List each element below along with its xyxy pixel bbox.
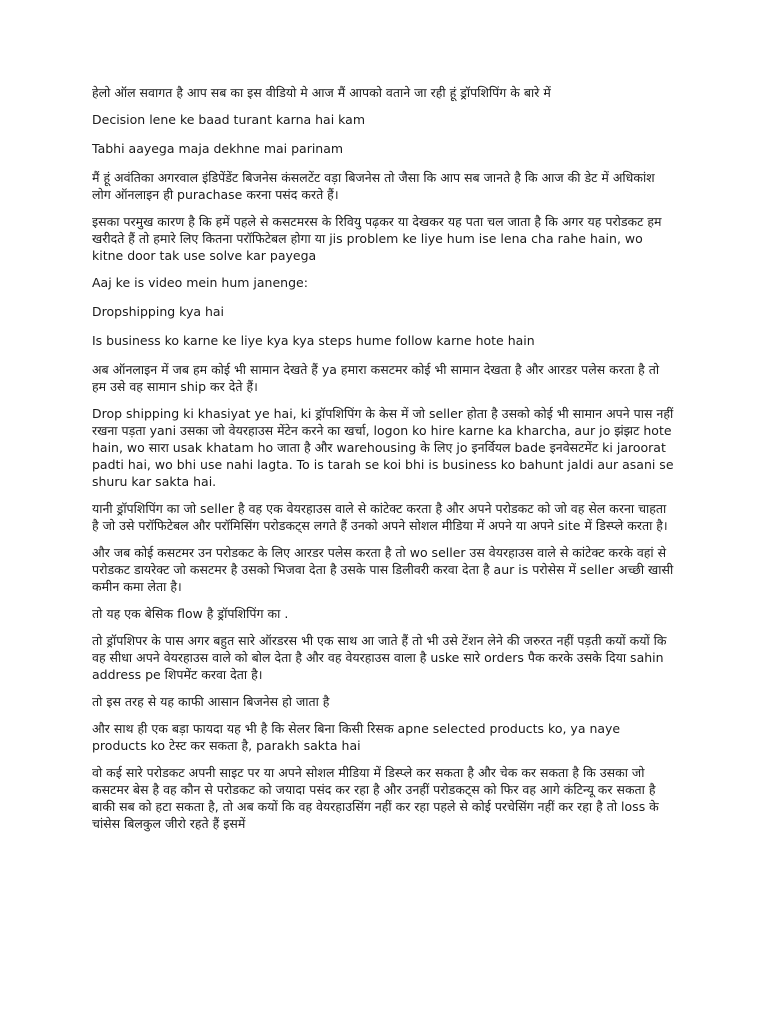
document-page [92, 84, 674, 842]
agenda-item-1: Dropshipping kya hai [92, 304, 225, 319]
product-testing-paragraph: वो कई सारे परोडकट अपनी साइट पर या अपने सोशल मीडिया में डिस्प्ले कर सकता है और चेक कर सकता है कि उसका जो कसटमर बेस है वह कौन से परोडकट को जयादा पसंद कर रहा है और उनहीं परोडकट्स को फिर वह आगे कंटिन्यू कर सकता है बाकी सब को हटा सकता है, तो अब कयों कि वह वेयरहाउसिंग नहीं कर रहा पहले से कोई परचेसिंग नहीं कर रहा है तो loss के चांसेस बिलकुल जीरो रहते हैं इसमें [92, 765, 659, 831]
online-shopping-paragraph: अब ऑनलाइन में जब हम कोई भी सामान देखते हैं ya हमारा कसटमर कोई भी सामान देखता है और आरडर पलेस करता है तो हम उसे वह सामान ship कर देते हैं। [92, 362, 660, 394]
advantage-paragraph: और साथ ही एक बड़ा फायदा यह भी है कि सेलर बिना किसी रिसक apne selected products ko, ya naye products ko टेस्ट कर सकता है, parakh sakta hai [92, 721, 621, 753]
quote-line-1: Decision lene ke baad turant karna hai kam [92, 112, 366, 127]
quote-line-2: Tabhi aayega maja dekhne mai parinam [92, 141, 344, 156]
order-flow-paragraph: और जब कोई कसटमर उन परोडकट के लिए आरडर पलेस करता है तो wo seller उस वेयरहाउस वाले से कांटेक्ट करके वहां से परोडकट डायरेक्ट जो कसटमर है उसको भिजवा देता है उसके पास डिलीवरी करवा देता है aur is परोसेस में seller अच्छी खासी कमीन कमा लेता है। [92, 545, 674, 594]
intro-paragraph: हेलो ऑल सवागत है आप सब का इस वीडियो मे आज मैं आपको वताने जा रही हूं ड्रॉपशिपिंग के बारे में [92, 85, 551, 100]
easy-business-line: तो इस तरह से यह काफी आसान बिजनेस हो जाता है [92, 694, 330, 709]
agenda-heading: Aaj ke is video mein hum janenge: [92, 275, 308, 290]
reason-paragraph: इसका परमुख कारण है कि हमें पहले से कसटमरस के रिवियु पढ़कर या देखकर यह पता चल जाता है कि अगर यह परोडकट हम खरीदते हैं तो हमारे लिए कितना परॉफिटेबल होगा या jis problem ke liye hum ise lena cha rahe hain, wo kitne door tak use solve kar payega [92, 214, 662, 263]
bulk-orders-paragraph: तो ड्रॉपशिपर के पास अगर बहुत सारे ऑरडरस भी एक साथ आ जाते हैं तो भी उसे टेंशन लेने की जरुरत नहीं पड़ती कयों कयों कि वह सीधा अपने वेयरहाउस वाले को बोल देता है और वह वेयरहाउस वाला है uske सारे orders पैक करके उसके दिया sahin address pe शिपमेंट करवा देता है। [92, 633, 667, 682]
seller-paragraph: यानी ड्रॉपशिपिंग का जो seller है वह एक वेयरहाउस वाले से कांटेक्ट करता है और अपने परोडकट को जो वह सेल करना चाहता है जो उसे परॉफिटेबल और परॉमिसिंग परोडकट्स लगते हैं उनको अपने सोशल मीडिया में अपने या अपने site में डिस्प्ले करता है। [92, 501, 668, 533]
dropshipping-feature-paragraph: Drop shipping ki khasiyat ye hai, ki ड्रॉपशिपिंग के केस में जो seller होता है उसको कोई भी सामान अपने पास नहीं रखना पड़ता yani उसका जो वेयरहाउस मेंटेन करने का खर्चा, logon ko hire karne ka kharcha, aur jo झंझट hote hain, wo सारा usak khatam ho जाता है और warehousing के लिए jo इनर्वियल bade इनवेसटमेंट ki jaroorat padti hai, wo bhi use nahi lagta. To is tarah se koi bhi is business ko bahunt jaldi aur asani se shuru kar sakta hai. [92, 406, 674, 489]
agenda-item-2: Is business ko karne ke liye kya kya steps hume follow karne hote hain [92, 333, 535, 348]
introduction-paragraph: मैं हूं अवंतिका अगरवाल इंडिपेंडेंट बिजनेस कंसलटेंट वड़ा बिजनेस तो जैसा कि आप सब जानते है कि आज की डेट में अधिकांश लोग ऑनलाइन ही purachase करना पसंद करते हैं। [92, 170, 655, 202]
basic-flow-line: तो यह एक बेसिक flow है ड्रॉपशिपिंग का . [92, 606, 289, 621]
